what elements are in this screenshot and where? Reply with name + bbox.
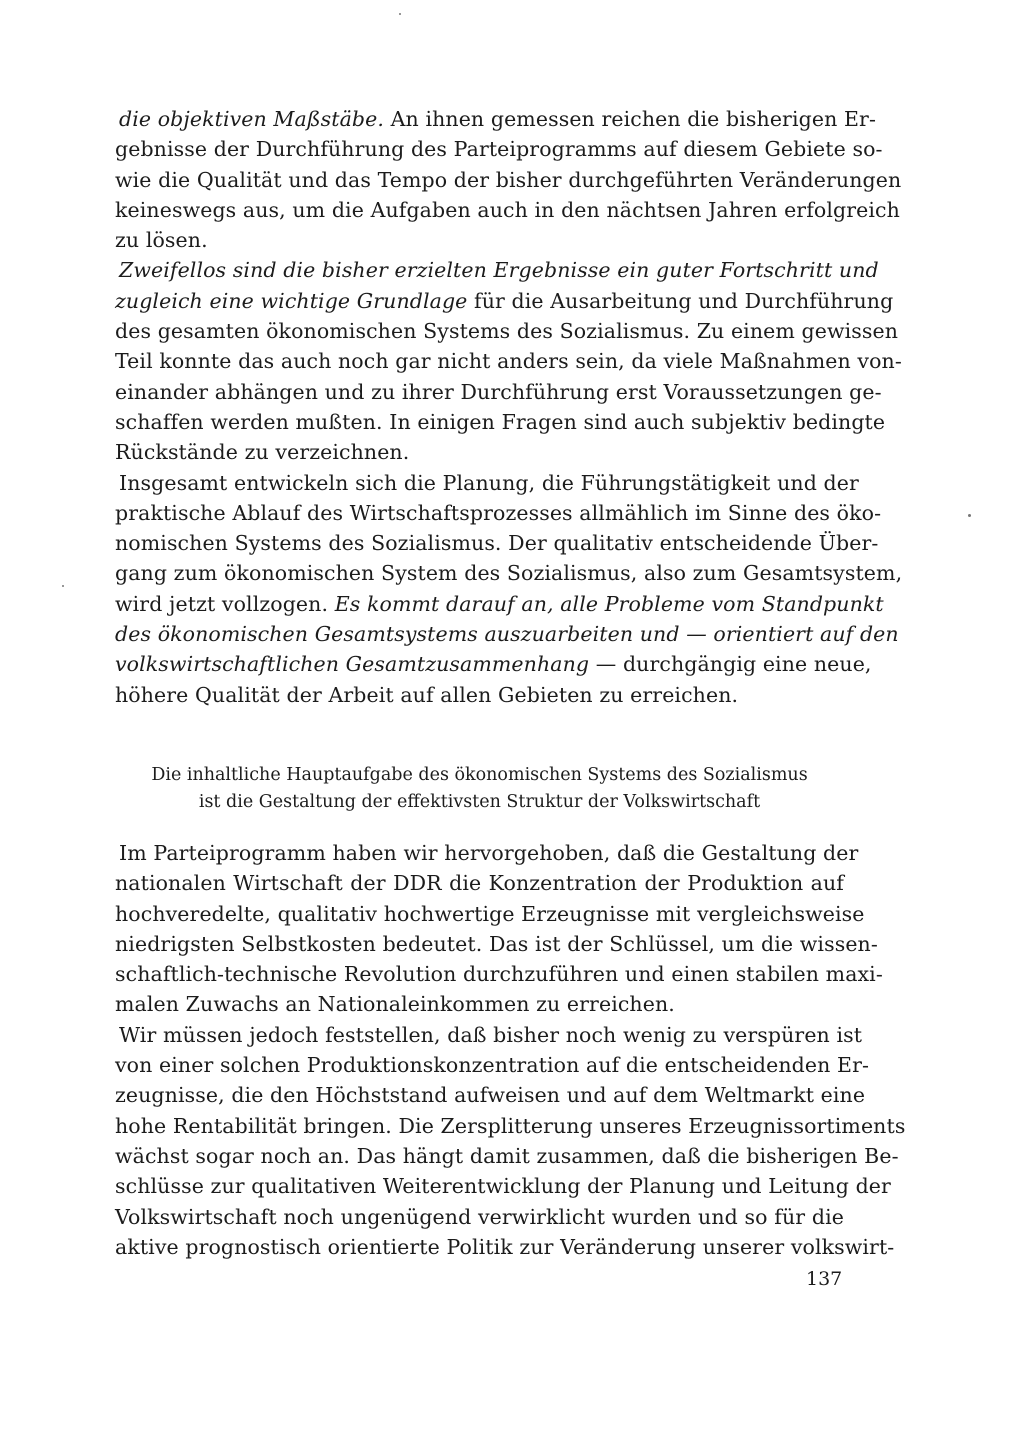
text-line: [115, 407, 886, 437]
text-run: wird jetzt vollzogen.: [115, 591, 335, 616]
text-line: [115, 286, 894, 316]
text-run: höhere Qualität der Arbeit auf allen Gebieten zu erreichen.: [115, 682, 739, 707]
text-run: für die Ausarbeitung und Durchführung: [467, 288, 894, 313]
text-run: malen Zuwachs an Nationaleinkommen zu erreichen.: [115, 992, 675, 1017]
italic-text: zugleich eine wichtige Grundlage: [115, 288, 468, 313]
text-run: nationalen Wirtschaft der DDR die Konzentration der Produktion auf: [115, 871, 844, 896]
text-section-2: [115, 838, 906, 1262]
text-line: [115, 346, 902, 376]
text-line: [115, 377, 882, 407]
text-run: An ihnen gemessen reichen die bisherigen Er-: [384, 107, 876, 131]
text-line: [115, 589, 884, 619]
text-run: nomischen Systems des Sozialismus. Der qualitativ entscheidende Über-: [115, 531, 879, 556]
text-line: [115, 1111, 906, 1141]
text-line: [115, 528, 879, 558]
heading-line-2: ist die Gestaltung der effektivsten Struktur der Volkswirtschaft: [198, 791, 761, 812]
text-line: [115, 165, 902, 195]
text-run: niedrigsten Selbstkosten bedeutet. Das ist der Schlüssel, um die wissen-: [115, 931, 878, 956]
text-line: [115, 1202, 844, 1232]
text-line: [115, 959, 883, 989]
text-run: schaffen werden mußten. In einigen Fragen sind auch subjektiv bedingte: [115, 409, 886, 434]
text-line: [115, 1020, 863, 1050]
text-run: gang zum ökonomischen System des Sozialismus, also zum Gesamtsystem,: [115, 561, 903, 586]
page-body: [115, 104, 906, 1262]
text-line: [115, 437, 844, 467]
paragraph: [115, 838, 883, 1020]
paragraph: [115, 1020, 906, 1262]
section-heading: [115, 762, 844, 816]
italic-text: volkswirtschaftlichen Gesamtzusammenhang: [115, 652, 590, 677]
text-line: [115, 868, 844, 898]
paragraph: [115, 104, 902, 255]
text-run: hohe Rentabilität bringen. Die Zersplitterung unseres Erzeugnissortiments: [115, 1113, 906, 1138]
text-run: aktive prognostisch orientierte Politik zur Veränderung unserer volkswirt-: [115, 1234, 895, 1259]
text-run: schaftlich-technische Revolution durchzuführen und einen stabilen maxi-: [115, 962, 883, 987]
text-run: Rückstände zu verzeichnen.: [115, 440, 410, 465]
scan-speck: [62, 585, 64, 587]
text-line: [115, 838, 859, 868]
text-run: des gesamten ökonomischen Systems des Sozialismus. Zu einem gewissen: [115, 319, 899, 344]
scan-speck: [968, 514, 971, 517]
text-run: Volkswirtschaft noch ungenügend verwirklicht wurden und so für die: [115, 1204, 844, 1229]
text-line: [115, 195, 900, 225]
text-line: [115, 1080, 866, 1110]
page-number: 137: [806, 1268, 843, 1290]
text-run: Im Parteiprogramm haben wir hervorgehoben, daß die Gestaltung der: [119, 840, 859, 865]
text-run: Insgesamt entwickeln sich die Planung, die Führungstätigkeit und der: [119, 470, 859, 495]
text-run: — durchgängig eine neue,: [589, 652, 872, 677]
text-line: [115, 558, 903, 588]
text-line: [115, 1141, 899, 1171]
text-run: Teil konnte das auch noch gar nicht anders sein, da viele Maßnahmen von-: [115, 349, 902, 374]
paragraph: [115, 468, 903, 710]
text-run: gebnisse der Durchführung des Parteiprogramms auf diesem Gebiete so-: [115, 137, 883, 162]
text-line: [115, 225, 844, 255]
text-run: schlüsse zur qualitativen Weiterentwicklung der Planung und Leitung der: [115, 1174, 891, 1199]
text-run: von einer solchen Produktionskonzentration auf die entscheidenden Er-: [115, 1053, 870, 1078]
text-line: [115, 255, 879, 285]
text-line: [115, 316, 899, 346]
text-run: zeugnisse, die den Höchststand aufweisen und auf dem Weltmarkt eine: [115, 1083, 866, 1108]
text-line: [115, 104, 876, 134]
text-line: [115, 1232, 895, 1262]
text-run: wächst sogar noch an. Das hängt damit zusammen, daß die bisherigen Be-: [115, 1143, 899, 1168]
text-line: [115, 1171, 891, 1201]
text-line: [115, 680, 844, 710]
text-run: praktische Ablauf des Wirtschaftsprozesses allmählich im Sinne des öko-: [115, 500, 882, 525]
text-run: wie die Qualität und das Tempo der bisher durchgeführten Veränderungen: [115, 167, 902, 192]
text-run: zu lösen.: [115, 228, 208, 253]
text-run: hochveredelte, qualitativ hochwertige Erzeugnisse mit vergleichsweise: [115, 901, 865, 926]
text-line: [115, 929, 878, 959]
text-line: [115, 1050, 870, 1080]
text-line: [115, 134, 883, 164]
italic-text: des ökonomischen Gesamtsystems auszuarbeiten und — orientiert auf den: [115, 622, 899, 647]
italic-text: die objektiven Maßstäbe.: [119, 107, 384, 131]
text-line: [115, 649, 872, 679]
text-line: [115, 989, 844, 1019]
text-line: [115, 498, 882, 528]
text-line: [115, 899, 865, 929]
text-run: keineswegs aus, um die Aufgaben auch in den nächtsen Jahren erfolgreich: [115, 197, 900, 222]
text-run: einander abhängen und zu ihrer Durchführung erst Voraussetzungen ge-: [115, 379, 882, 404]
heading-line-1: Die inhaltliche Hauptaufgabe des ökonomischen Systems des Sozialismus: [151, 764, 808, 785]
text-line: [115, 619, 899, 649]
text-run: Wir müssen jedoch feststellen, daß bisher noch wenig zu verspüren ist: [119, 1022, 863, 1047]
scan-speck: [399, 13, 401, 15]
paragraph: [115, 255, 902, 467]
italic-text: Es kommt darauf an, alle Probleme vom Standpunkt: [334, 591, 884, 616]
text-section-1: [115, 104, 903, 710]
italic-text: Zweifellos sind die bisher erzielten Ergebnisse ein guter Fortschritt und: [119, 258, 879, 283]
text-line: [115, 468, 859, 498]
